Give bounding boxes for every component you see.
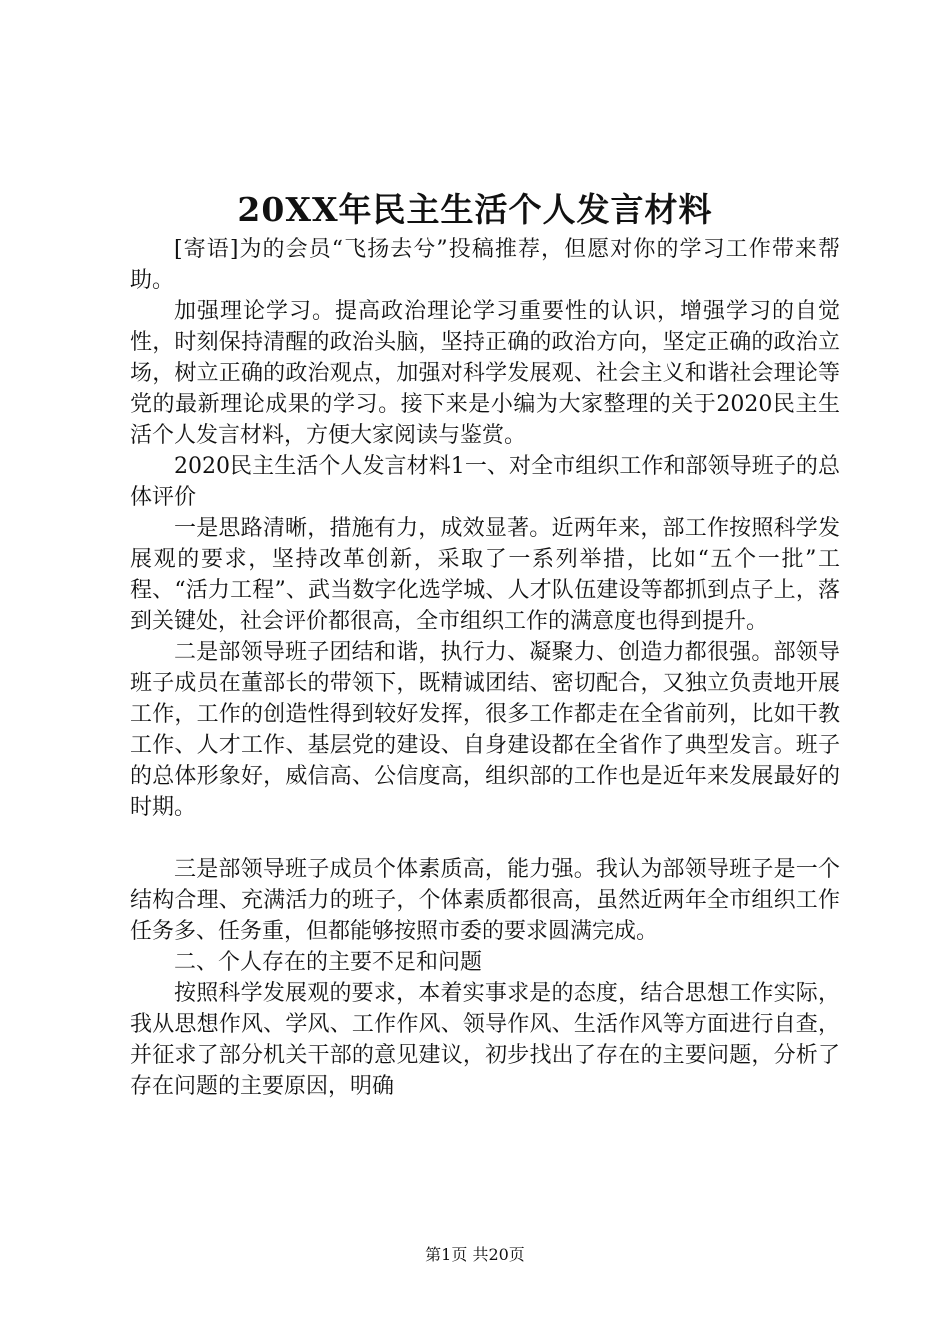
paragraph-preface: [寄语]为的会员“飞扬去兮”投稿推荐，但愿对你的学习工作带来帮助。 [130,237,840,293]
page-number-footer: 第1页 共20页 [425,1245,525,1264]
paragraph-intro: 加强理论学习。提高政治理论学习重要性的认识，增强学习的自觉性，时刻保持清醒的政治头脑，坚持正确的政治方向，坚定正确的政治立场，树立正确的政治观点，加强对科学发展观、社会主义和谐社会理论等党的最新理论成果的学习。接下来是小编为大家整理的关于2020民主生活个人发言材料，方便大家阅读与鉴赏。 [130,299,840,448]
document-title: 20XX年民主生活个人发言材料 [237,190,713,229]
paragraph-section-two-heading: 二、个人存在的主要不足和问题 [174,950,483,975]
paragraph-point-one: 一是思路清晰，措施有力，成效显著。近两年来，部工作按照科学发展观的要求，坚持改革创新，采取了一系列举措，比如“五个一批”工程、“活力工程”、武当数字化选学城、人才队伍建设等都抓到点子上，落到关键处，社会评价都很高，全市组织工作的满意度也得到提升。 [130,516,840,634]
paragraph-point-two: 二是部领导班子团结和谐，执行力、凝聚力、创造力都很强。部领导班子成员在董部长的带领下，既精诚团结、密切配合，又独立负责地开展工作，工作的创造性得到较好发挥，很多工作都走在全省前列，比如干教工作、人才工作、基层党的建设、自身建设都在全省作了典型发言。班子的总体形象好，威信高、公信度高，组织部的工作也是近年来发展最好的时期。 [130,640,840,820]
paragraph-self-review: 按照科学发展观的要求，本着实事求是的态度，结合思想工作实际，我从思想作风、学风、工作作风、领导作风、生活作风等方面进行自查，并征求了部分机关干部的意见建议，初步找出了存在的主要问题，分析了存在问题的主要原因，明确 [130,981,840,1099]
paragraph-section-one-heading: 2020民主生活个人发言材料1一、对全市组织工作和部领导班子的总体评价 [130,454,840,510]
document-body [130,234,840,1102]
paragraph-point-three: 三是部领导班子成员个体素质高，能力强。我认为部领导班子是一个结构合理、充满活力的班子，个体素质都很高，虽然近两年全市组织工作任务多、任务重，但都能够按照市委的要求圆满完成。 [130,857,840,944]
